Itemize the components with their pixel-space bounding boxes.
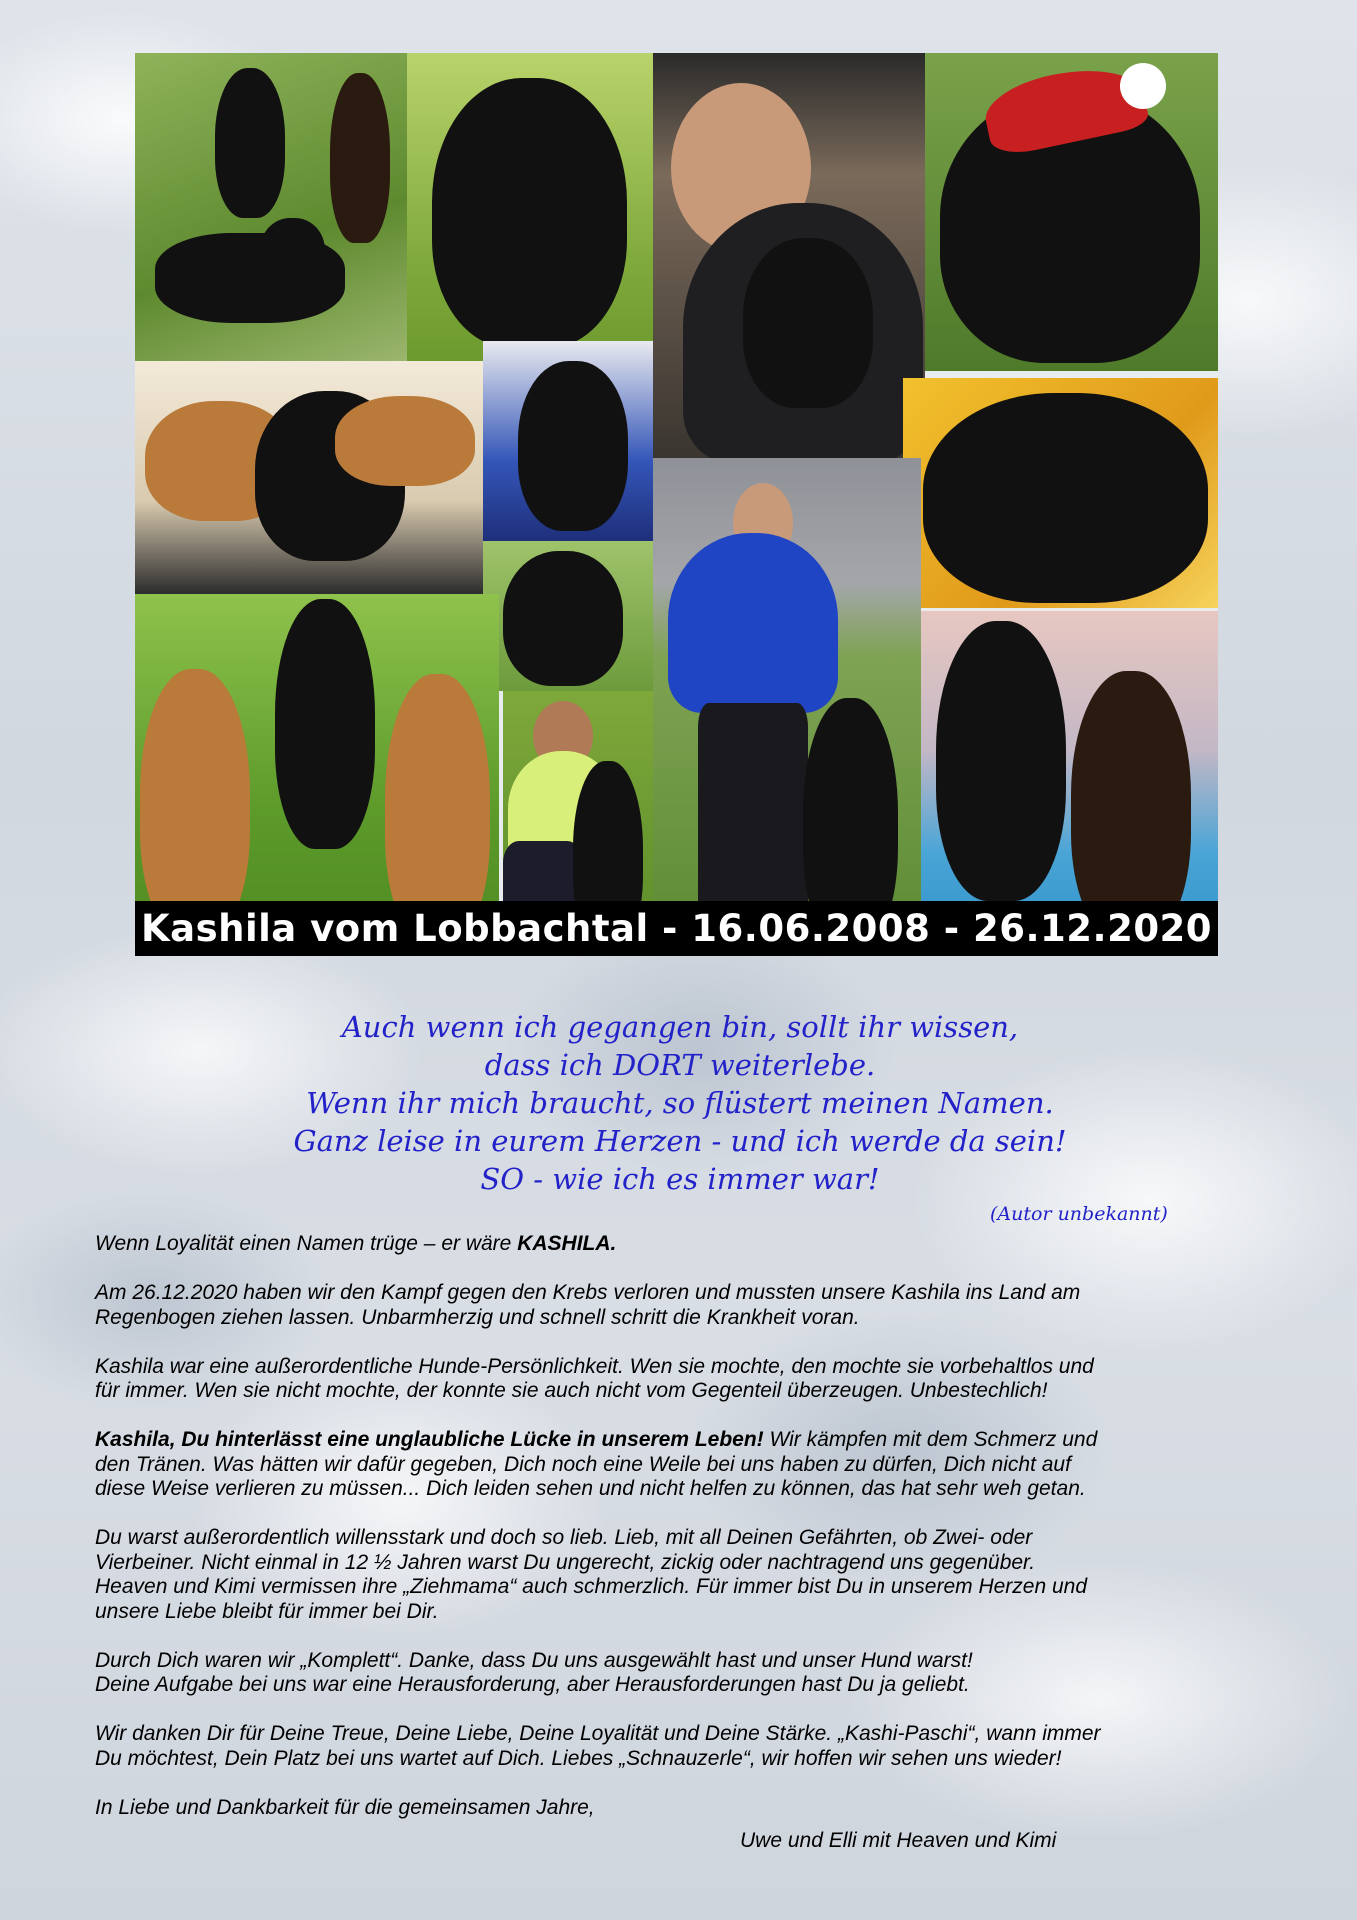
memorial-letter xyxy=(95,1232,1275,1845)
letter-line: Durch Dich waren wir „Komplett“. Danke, dass Du uns ausgewählt hast und unser Hund warst! xyxy=(95,1648,973,1672)
letter-line: Vierbeiner. Nicht einmal in 12 ½ Jahren warst Du ungerecht, zickig oder nachtragend uns gegenüber. xyxy=(95,1550,1036,1574)
poem-line: Ganz leise in eurem Herzen - und ich werde da sein! xyxy=(293,1124,1067,1158)
photo-puppy-on-grass xyxy=(483,541,653,691)
photo-dogs-sleeping-on-bed xyxy=(135,361,483,594)
photo-man-walking-dog xyxy=(653,458,921,956)
letter-line: Du warst außerordentlich willensstark und doch so lieb. Lieb, mit all Deinen Gefährten, ob Zwei- oder xyxy=(95,1526,1033,1549)
letter-line: Am 26.12.2020 haben wir den Kampf gegen den Krebs verloren und mussten unsere Kashila ins Land am xyxy=(95,1281,1081,1304)
letter-paragraph xyxy=(95,1649,1275,1698)
poem-line: dass ich DORT weiterlebe. xyxy=(484,1048,876,1082)
photo-puppy-in-blue-bag xyxy=(483,341,653,541)
photo-collage xyxy=(135,53,1218,956)
letter-line: Wir danken Dir für Deine Treue, Deine Liebe, Deine Loyalität und Deine Stärke. „Kashi-Paschi“, wann immer xyxy=(95,1722,1101,1745)
letter-highlight: Kashila, Du hinterlässt eine unglaubliche Lücke in unserem Leben! xyxy=(95,1428,764,1451)
poem-line: Auch wenn ich gegangen bin, sollt ihr wissen, xyxy=(341,1010,1019,1044)
letter-text: Wenn Loyalität einen Namen trüge – er wäre xyxy=(95,1232,518,1255)
photo-three-dogs-on-grass xyxy=(135,53,407,361)
memorial-caption: Kashila vom Lobbachtal - 16.06.2008 - 26.12.2020 xyxy=(135,901,1218,956)
letter-line: Wir kämpfen mit dem Schmerz und xyxy=(763,1428,1098,1451)
letter-closing xyxy=(95,1796,1275,1821)
letter-line: Regenbogen ziehen lassen. Unbarmherzig und schnell schritt die Krankheit voran. xyxy=(95,1305,860,1329)
letter-line: unsere Liebe bleibt für immer bei Dir. xyxy=(95,1599,439,1623)
letter-paragraph xyxy=(95,1281,1275,1330)
letter-name-highlight: KASHILA. xyxy=(517,1232,617,1255)
letter-line: Heaven und Kimi vermissen ihre „Ziehmama“ auch schmerzlich. Für immer bist Du in unserem Herzen und xyxy=(95,1575,1088,1598)
letter-paragraph xyxy=(95,1232,1275,1257)
letter-paragraph xyxy=(95,1526,1275,1624)
poem-line: Wenn ihr mich braucht, so flüstert meinen Namen. xyxy=(306,1086,1054,1120)
letter-paragraph xyxy=(95,1722,1275,1771)
letter-paragraph xyxy=(95,1428,1275,1502)
letter-signature: Uwe und Elli mit Heaven und Kimi xyxy=(740,1829,1057,1852)
letter-line: Du möchtest, Dein Platz bei uns wartet auf Dich. Liebes „Schnauzerle“, wir hoffen wir sehen uns wieder! xyxy=(95,1746,1062,1770)
letter-line: diese Weise verlieren zu müssen... Dich leiden sehen und nicht helfen zu können, das hat sehr weh getan. xyxy=(95,1477,1086,1500)
photo-dog-face-close-up xyxy=(903,378,1218,608)
photo-man-holding-puppy xyxy=(653,53,925,458)
photo-black-dog-portrait xyxy=(407,53,653,361)
memorial-poem xyxy=(270,1008,1090,1198)
photo-dog-with-santa-hat xyxy=(925,53,1218,371)
letter-paragraph xyxy=(95,1355,1275,1404)
letter-line: Kashila war eine außerordentliche Hunde-Persönlichkeit. Wen sie mochte, den mochte sie vorbehaltlos und xyxy=(95,1354,1094,1378)
letter-line: den Tränen. Was hätten wir dafür gegeben, Dich noch eine Weile bei uns haben zu dürfen, Dich nicht auf xyxy=(95,1452,1071,1476)
letter-line: für immer. Wen sie nicht mochte, der konnte sie auch nicht vom Gegenteil überzeugen. Unbestechlich! xyxy=(95,1379,1048,1402)
letter-line: In Liebe und Dankbarkeit für die gemeinsamen Jahre, xyxy=(95,1795,595,1819)
poem-line: SO - wie ich es immer war! xyxy=(480,1162,880,1196)
letter-line: Deine Aufgabe bei uns war eine Herausforderung, aber Herausforderungen hast Du ja geliebt. xyxy=(95,1673,970,1696)
poem-author: (Autor unbekannt) xyxy=(990,1203,1168,1225)
